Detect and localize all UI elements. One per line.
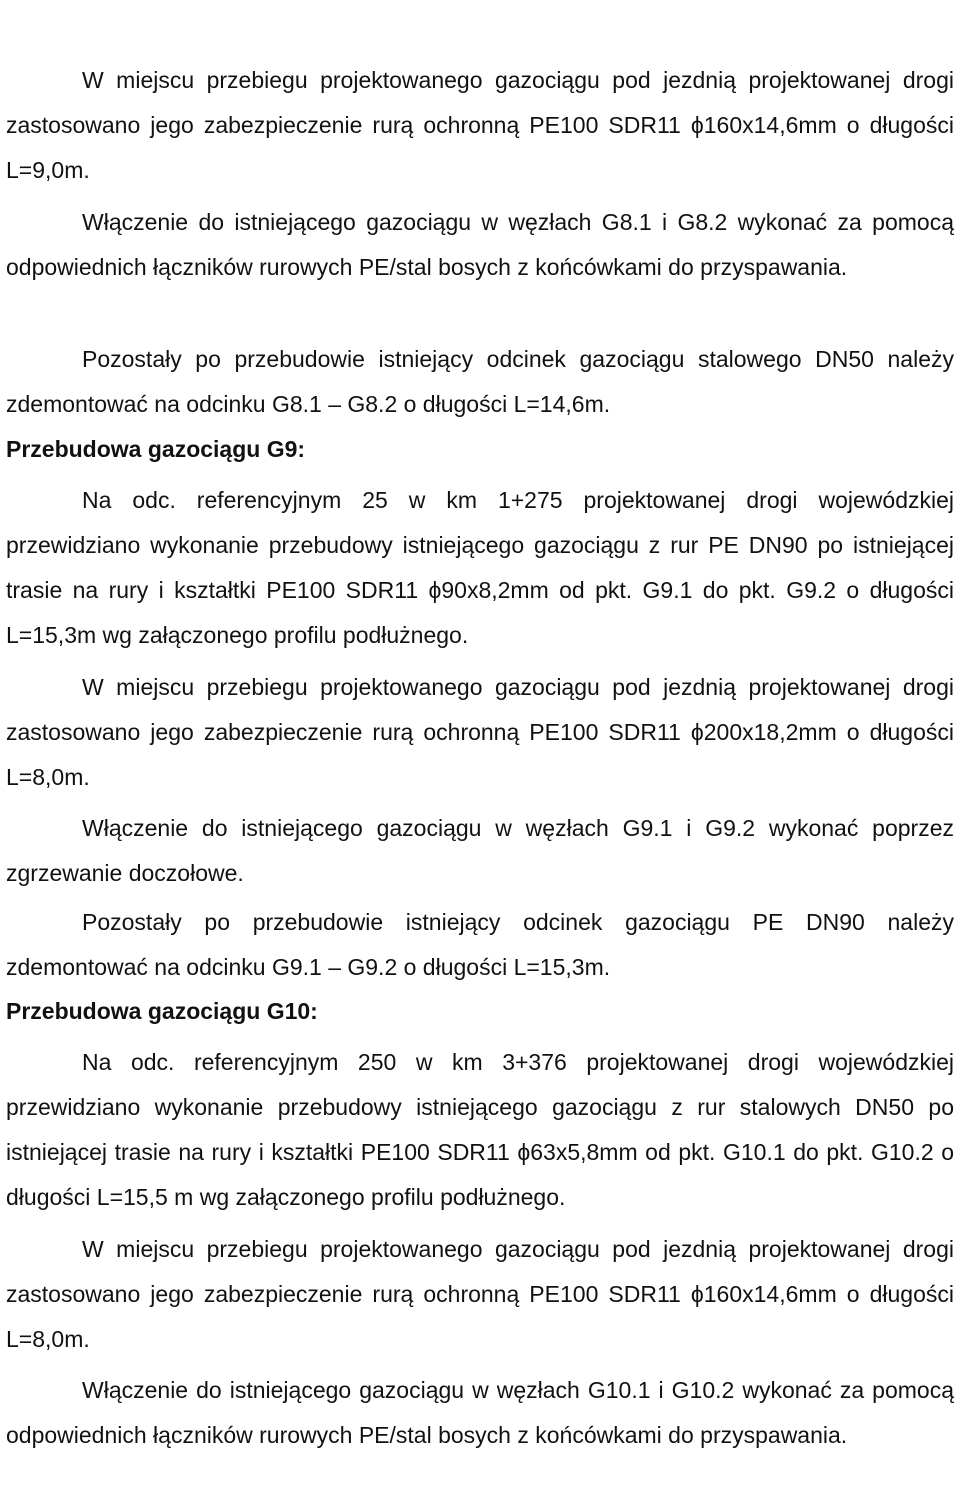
- paragraph-text: Na odc. referencyjnym 250 w km 3+376 projektowanej drogi wojewódzkiej przewidziano wykonanie przebudowy istniejącego gazociągu z rur stalowych DN50 po istniejącej trasie na rury i kształtki PE100 SDR11 ϕ63x5,8mm od pkt. G10.1 do pkt. G10.2 o długości L=15,5 m wg załączonego profilu podłużnego.: [6, 1049, 954, 1210]
- paragraph-dismantle-g8: [6, 337, 954, 427]
- section-heading-g10: [6, 989, 954, 1034]
- paragraph-text: Pozostały po przebudowie istniejący odcinek gazociągu PE DN90 należy zdemontować na odcinku G9.1 – G9.2 o długości L=15,3m.: [6, 909, 954, 980]
- paragraph-text: Pozostały po przebudowie istniejący odcinek gazociągu stalowego DN50 należy zdemontować na odcinku G8.1 – G8.2 o długości L=14,6m.: [6, 346, 954, 417]
- paragraph-text: W miejscu przebiegu projektowanego gazociągu pod jezdnią projektowanej drogi zastosowano jego zabezpieczenie rurą ochronną PE100 SDR11 ϕ160x14,6mm o długości L=8,0m.: [6, 1236, 954, 1352]
- paragraph-casing-g8: [6, 58, 954, 193]
- section-heading-g9: [6, 427, 954, 472]
- heading-text: Przebudowa gazociągu G9:: [6, 436, 306, 462]
- paragraph-text: Na odc. referencyjnym 25 w km 1+275 projektowanej drogi wojewódzkiej przewidziano wykonanie przebudowy istniejącego gazociągu z rur PE DN90 po istniejącej trasie na rury i kształtki PE100 SDR11 ϕ90x8,2mm od pkt. G9.1 do pkt. G9.2 o długości L=15,3m wg załączonego profilu podłużnego.: [6, 487, 954, 648]
- paragraph-connection-g10: [6, 1368, 954, 1458]
- paragraph-text: Włączenie do istniejącego gazociągu w węzłach G8.1 i G8.2 wykonać za pomocą odpowiednich łączników rurowych PE/stal bosych z końcówkami do przyspawania.: [6, 209, 954, 280]
- paragraph-rebuild-g10: [6, 1040, 954, 1220]
- paragraph-dismantle-g9: [6, 900, 954, 990]
- paragraph-casing-g9: [6, 665, 954, 800]
- paragraph-text: Włączenie do istniejącego gazociągu w węzłach G9.1 i G9.2 wykonać poprzez zgrzewanie doczołowe.: [6, 815, 954, 886]
- paragraph-text: Włączenie do istniejącego gazociągu w węzłach G10.1 i G10.2 wykonać za pomocą odpowiednich łączników rurowych PE/stal bosych z końcówkami do przyspawania.: [6, 1377, 954, 1448]
- paragraph-casing-g10: [6, 1227, 954, 1362]
- paragraph-connection-g9: [6, 806, 954, 896]
- heading-text: Przebudowa gazociągu G10:: [6, 998, 318, 1024]
- paragraph-text: W miejscu przebiegu projektowanego gazociągu pod jezdnią projektowanej drogi zastosowano jego zabezpieczenie rurą ochronną PE100 SDR11 ϕ200x18,2mm o długości L=8,0m.: [6, 674, 954, 790]
- paragraph-connection-g8: [6, 200, 954, 290]
- paragraph-rebuild-g9: [6, 478, 954, 658]
- paragraph-text: W miejscu przebiegu projektowanego gazociągu pod jezdnią projektowanej drogi zastosowano jego zabezpieczenie rurą ochronną PE100 SDR11 ϕ160x14,6mm o długości L=9,0m.: [6, 67, 954, 183]
